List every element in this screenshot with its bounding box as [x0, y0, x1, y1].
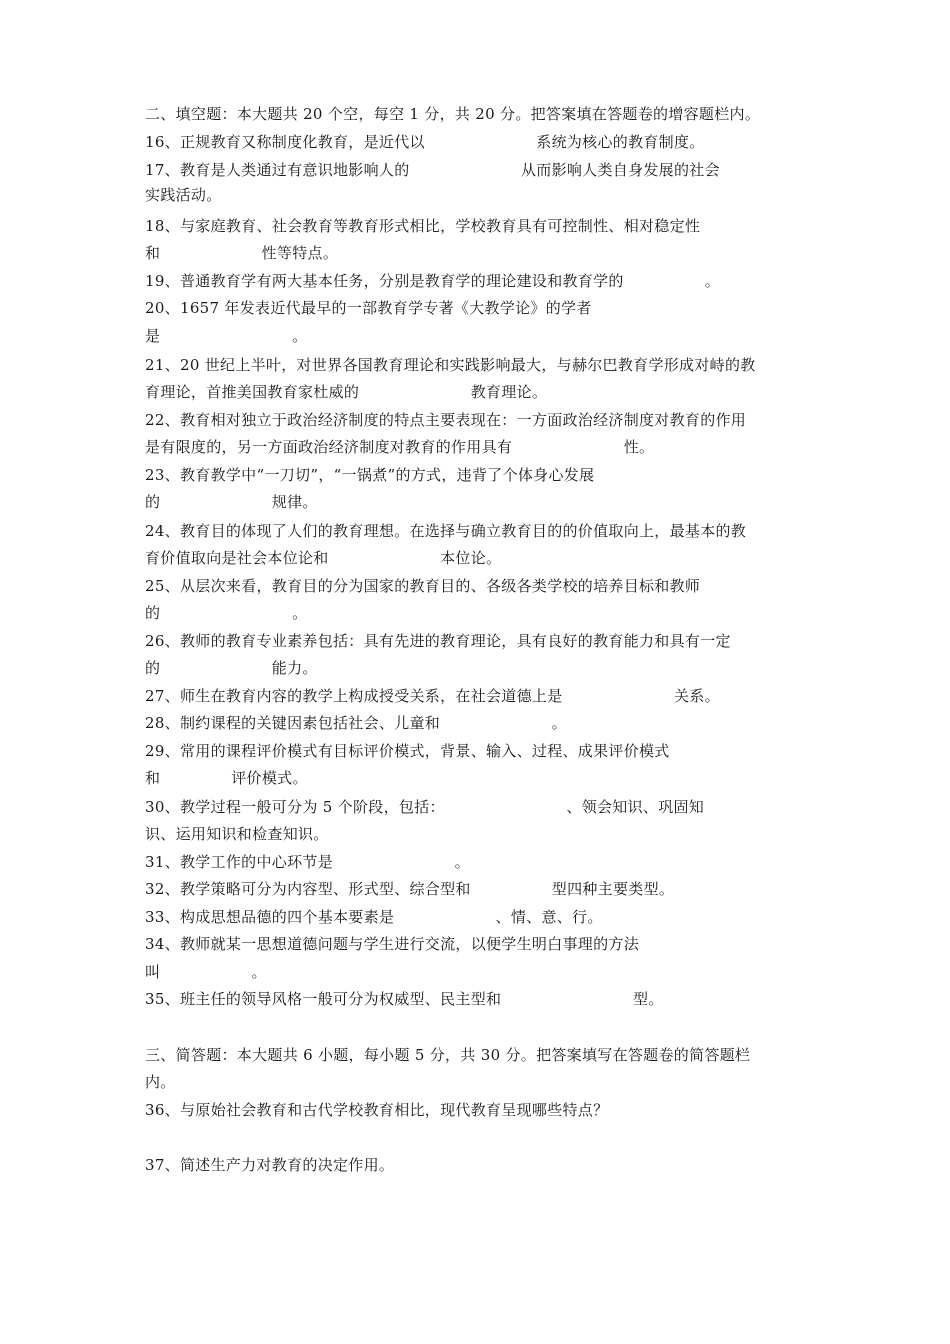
question-17: 17、教育是人类通过有意识地影响人的 从而影响人类自身发展的社会 — [145, 161, 720, 179]
question-29-cont: 和 评价模式。 — [145, 769, 308, 787]
section-3-heading: 三、简答题：本大题共 6 小题，每小题 5 分，共 30 分。把答案填写在答题卷的简答题栏 — [145, 1046, 751, 1064]
question-25: 25、从层次来看，教育目的分为国家的教育目的、各级各类学校的培养目标和教师 — [145, 577, 701, 595]
question-25-cont: 的 。 — [145, 604, 308, 622]
question-36: 36、与原始社会教育和古代学校教育相比，现代教育呈现哪些特点？ — [145, 1101, 609, 1119]
question-22: 22、教育相对独立于政治经济制度的特点主要表现在：一方面政治经济制度对教育的作用 — [145, 411, 747, 429]
question-16: 16、正规教育又称制度化教育，是近代以 系统为核心的教育制度。 — [145, 133, 705, 151]
question-23: 23、教育教学中“一刀切”，“一锅煮”的方式，违背了个体身心发展 — [145, 466, 595, 484]
question-18: 18、与家庭教育、社会教育等教育形式相比，学校教育具有可控制性、相对稳定性 — [145, 217, 701, 235]
question-18-cont: 和 性等特点。 — [145, 244, 339, 262]
question-22-cont: 是有限度的，另一方面政治经济制度对教育的作用具有 性。 — [145, 438, 655, 456]
question-24-cont: 育价值取向是社会本位论和 本位论。 — [145, 549, 502, 567]
question-31: 31、教学工作的中心环节是 。 — [145, 853, 470, 871]
question-23-cont: 的 规律。 — [145, 493, 318, 511]
question-30: 30、教学过程一般可分为 5 个阶段，包括： 、领会知识、巩固知 — [145, 798, 705, 816]
question-33: 33、构成思想品德的四个基本要素是 、情、意、行。 — [145, 908, 603, 926]
question-28: 28、制约课程的关键因素包括社会、儿童和 。 — [145, 714, 567, 732]
question-34-cont: 叫 。 — [145, 963, 267, 981]
question-27: 27、师生在教育内容的教学上构成授受关系，在社会道德上是 关系。 — [145, 687, 720, 705]
section-2-heading: 二、填空题：本大题共 20 个空，每空 1 分，共 20 分。把答案填在答题卷的增容题栏内。 — [145, 105, 761, 123]
question-21-cont: 育理论，首推美国教育家杜威的 教育理论。 — [145, 383, 548, 401]
question-20-cont: 是 。 — [145, 327, 308, 345]
question-24: 24、教育目的体现了人们的教育理想。在选择与确立教育目的的价值取向上，最基本的教 — [145, 522, 747, 540]
question-26-cont: 的 能力。 — [145, 659, 318, 677]
question-29: 29、常用的课程评价模式有目标评价模式，背景、输入、过程、成果评价模式 — [145, 742, 670, 760]
question-21: 21、20 世纪上半叶，对世界各国教育理论和实践影响最大，与赫尔巴教育学形成对峙的教 — [145, 356, 756, 374]
question-30-cont: 识、运用知识和检查知识。 — [145, 825, 329, 843]
section-3-heading-cont: 内。 — [145, 1073, 176, 1091]
question-26: 26、教师的教育专业素养包括：具有先进的教育理论，具有良好的教育能力和具有一定 — [145, 632, 731, 650]
question-19: 19、普通教育学有两大基本任务，分别是教育学的理论建设和教育学的 。 — [145, 272, 721, 290]
question-32: 32、教学策略可分为内容型、形式型、综合型和 型四种主要类型。 — [145, 880, 675, 898]
question-20: 20、1657 年发表近代最早的一部教育学专著《大教学论》的学者 — [145, 299, 592, 317]
question-37: 37、简述生产力对教育的决定作用。 — [145, 1156, 395, 1174]
question-34: 34、教师就某一思想道德问题与学生进行交流，以便学生明白事理的方法 — [145, 935, 639, 953]
question-35: 35、班主任的领导风格一般可分为权威型、民主型和 型。 — [145, 990, 664, 1008]
question-17-cont: 实践活动。 — [145, 186, 222, 204]
